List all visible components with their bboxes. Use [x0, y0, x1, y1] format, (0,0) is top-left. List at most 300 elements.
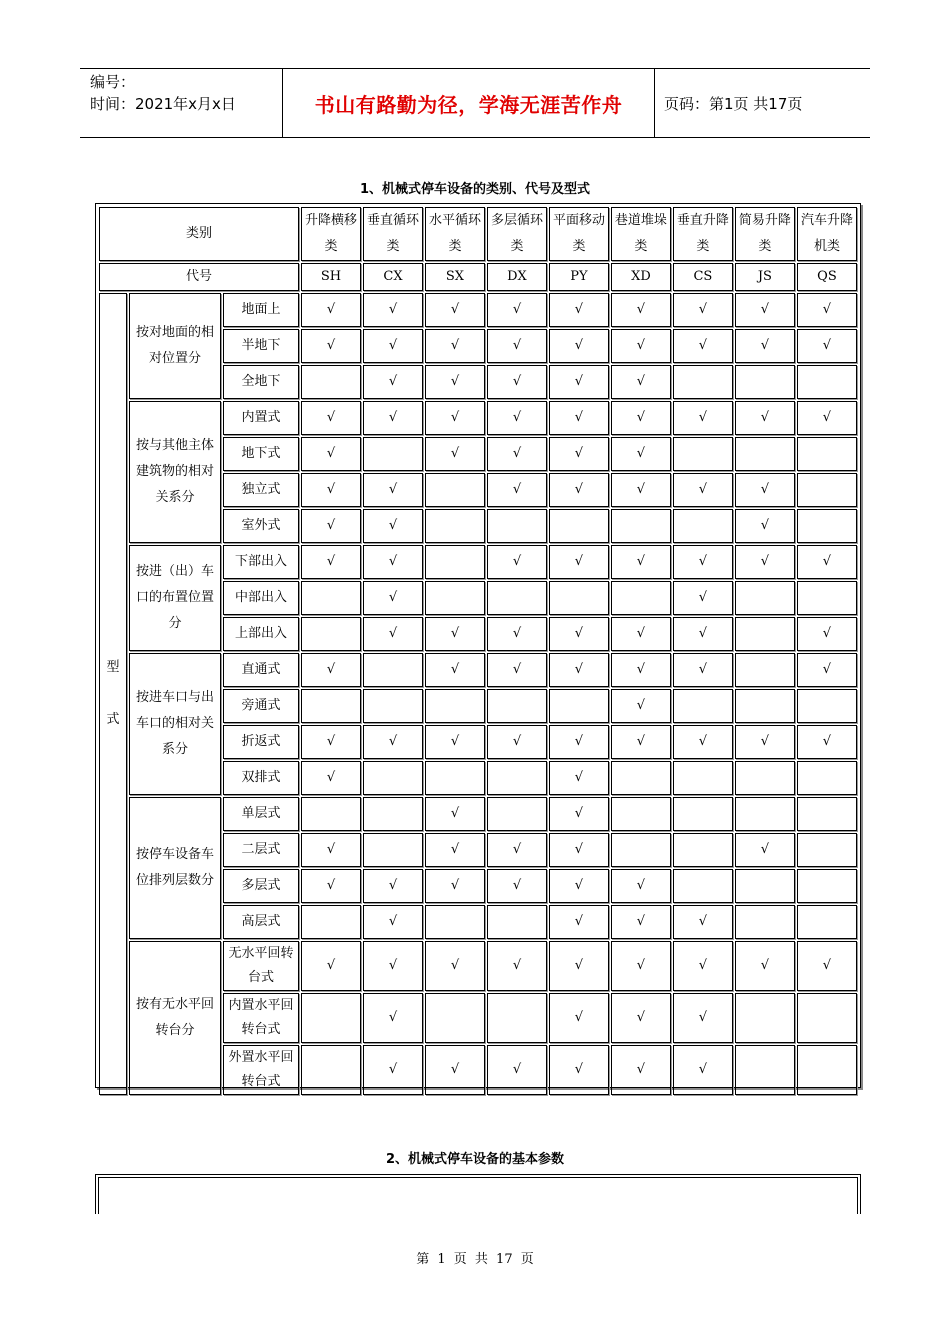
- check-cell: [301, 509, 361, 543]
- check-mark-icon: √: [698, 554, 708, 569]
- check-cell: [611, 509, 671, 543]
- check-cell: [363, 725, 423, 759]
- check-cell: [797, 833, 857, 867]
- check-cell: [673, 993, 733, 1043]
- check-cell: [487, 581, 547, 615]
- group-label: 按与其他主体建筑物的相对关系分: [129, 401, 221, 543]
- check-cell: [735, 993, 795, 1043]
- check-mark-icon: √: [450, 806, 460, 821]
- check-cell: [549, 725, 609, 759]
- row-label: 半地下: [223, 329, 299, 363]
- check-cell: [797, 329, 857, 363]
- check-mark-icon: √: [636, 374, 646, 389]
- check-mark-icon: √: [574, 914, 584, 929]
- check-mark-icon: √: [574, 554, 584, 569]
- check-cell: [301, 329, 361, 363]
- column-code: PY: [549, 263, 609, 291]
- check-mark-icon: √: [574, 662, 584, 677]
- check-cell: [797, 401, 857, 435]
- check-cell: [549, 293, 609, 327]
- check-mark-icon: √: [574, 626, 584, 641]
- row-label: 下部出入: [223, 545, 299, 579]
- check-cell: [735, 401, 795, 435]
- check-cell: [673, 689, 733, 723]
- check-cell: [549, 509, 609, 543]
- check-cell: [797, 797, 857, 831]
- check-cell: [301, 725, 361, 759]
- check-mark-icon: √: [388, 410, 398, 425]
- check-mark-icon: √: [450, 410, 460, 425]
- check-cell: [673, 869, 733, 903]
- check-cell: [301, 617, 361, 651]
- check-mark-icon: √: [574, 482, 584, 497]
- check-cell: [487, 833, 547, 867]
- check-mark-icon: √: [450, 626, 460, 641]
- check-cell: [673, 797, 733, 831]
- column-category-name: 汽车升降机类: [797, 207, 857, 261]
- check-cell: [797, 905, 857, 939]
- check-cell: [673, 293, 733, 327]
- check-cell: [735, 581, 795, 615]
- check-mark-icon: √: [512, 554, 522, 569]
- check-cell: [301, 1045, 361, 1095]
- check-cell: [549, 581, 609, 615]
- check-cell: [363, 689, 423, 723]
- check-cell: [301, 761, 361, 795]
- check-cell: [301, 941, 361, 991]
- check-cell: [735, 293, 795, 327]
- check-mark-icon: √: [512, 958, 522, 973]
- check-mark-icon: √: [574, 302, 584, 317]
- check-mark-icon: √: [636, 554, 646, 569]
- row-label: 高层式: [223, 905, 299, 939]
- check-cell: [363, 1045, 423, 1095]
- check-cell: [797, 545, 857, 579]
- row-label: 全地下: [223, 365, 299, 399]
- check-mark-icon: √: [698, 662, 708, 677]
- check-cell: [301, 797, 361, 831]
- row-label: 双排式: [223, 761, 299, 795]
- check-mark-icon: √: [574, 806, 584, 821]
- check-cell: [363, 545, 423, 579]
- check-cell: [549, 993, 609, 1043]
- check-cell: [487, 689, 547, 723]
- row-label: 无水平回转台式: [223, 941, 299, 991]
- check-cell: [611, 329, 671, 363]
- check-cell: [363, 869, 423, 903]
- check-cell: [549, 401, 609, 435]
- check-cell: [673, 437, 733, 471]
- check-cell: [611, 869, 671, 903]
- check-cell: [301, 905, 361, 939]
- check-cell: [487, 869, 547, 903]
- check-cell: [425, 293, 485, 327]
- check-cell: [425, 689, 485, 723]
- check-cell: [673, 833, 733, 867]
- check-cell: [549, 797, 609, 831]
- header-row-category: [99, 207, 857, 261]
- check-cell: [487, 473, 547, 507]
- check-cell: [797, 1045, 857, 1095]
- check-cell: [487, 725, 547, 759]
- row-label: 上部出入: [223, 617, 299, 651]
- check-mark-icon: √: [636, 338, 646, 353]
- row-label: 内置水平回转台式: [223, 993, 299, 1043]
- check-mark-icon: √: [636, 482, 646, 497]
- column-code: SX: [425, 263, 485, 291]
- check-cell: [735, 833, 795, 867]
- check-cell: [425, 617, 485, 651]
- check-mark-icon: √: [760, 734, 770, 749]
- check-mark-icon: √: [822, 302, 832, 317]
- check-cell: [611, 833, 671, 867]
- check-cell: [735, 941, 795, 991]
- row-label: 内置式: [223, 401, 299, 435]
- check-cell: [797, 941, 857, 991]
- check-cell: [425, 473, 485, 507]
- check-mark-icon: √: [388, 374, 398, 389]
- check-mark-icon: √: [574, 1010, 584, 1025]
- check-mark-icon: √: [512, 302, 522, 317]
- check-mark-icon: √: [512, 374, 522, 389]
- check-cell: [549, 941, 609, 991]
- check-cell: [549, 689, 609, 723]
- check-cell: [797, 869, 857, 903]
- check-cell: [487, 401, 547, 435]
- check-cell: [487, 653, 547, 687]
- check-mark-icon: √: [636, 662, 646, 677]
- check-cell: [735, 473, 795, 507]
- type-label: [99, 293, 127, 1095]
- check-mark-icon: √: [574, 842, 584, 857]
- check-cell: [673, 653, 733, 687]
- page-header: [80, 68, 870, 138]
- check-cell: [549, 653, 609, 687]
- row-label: 直通式: [223, 653, 299, 687]
- check-mark-icon: √: [574, 878, 584, 893]
- row-label: 中部出入: [223, 581, 299, 615]
- check-cell: [549, 833, 609, 867]
- check-cell: [487, 905, 547, 939]
- check-cell: [549, 1045, 609, 1095]
- check-cell: [363, 905, 423, 939]
- check-mark-icon: √: [636, 1010, 646, 1025]
- column-category-name: 巷道堆垛类: [611, 207, 671, 261]
- category-grid: [97, 205, 859, 1097]
- check-mark-icon: √: [760, 554, 770, 569]
- check-cell: [487, 365, 547, 399]
- check-cell: [363, 329, 423, 363]
- check-mark-icon: √: [512, 1062, 522, 1077]
- check-cell: [673, 545, 733, 579]
- check-cell: [487, 797, 547, 831]
- row-label: 地面上: [223, 293, 299, 327]
- check-mark-icon: √: [388, 590, 398, 605]
- check-cell: [425, 581, 485, 615]
- check-mark-icon: √: [698, 626, 708, 641]
- check-mark-icon: √: [760, 482, 770, 497]
- column-category-name: 简易升降类: [735, 207, 795, 261]
- check-cell: [301, 993, 361, 1043]
- parameter-table-inner: [98, 1177, 858, 1214]
- check-mark-icon: √: [512, 662, 522, 677]
- check-cell: [549, 329, 609, 363]
- check-cell: [487, 329, 547, 363]
- check-cell: [363, 833, 423, 867]
- check-mark-icon: √: [698, 302, 708, 317]
- check-cell: [363, 653, 423, 687]
- check-mark-icon: √: [822, 958, 832, 973]
- check-cell: [301, 401, 361, 435]
- check-mark-icon: √: [822, 338, 832, 353]
- serial-label: 编号：: [90, 73, 136, 91]
- check-cell: [797, 473, 857, 507]
- check-mark-icon: √: [698, 958, 708, 973]
- check-mark-icon: √: [512, 482, 522, 497]
- check-mark-icon: √: [574, 734, 584, 749]
- group-label: 按进（出）车口的布置位置分: [129, 545, 221, 651]
- table-row: [99, 293, 857, 327]
- check-mark-icon: √: [388, 302, 398, 317]
- check-mark-icon: √: [574, 1062, 584, 1077]
- check-cell: [673, 1045, 733, 1095]
- check-cell: [611, 365, 671, 399]
- row-label: 外置水平回转台式: [223, 1045, 299, 1095]
- column-category-name: 垂直升降类: [673, 207, 733, 261]
- check-mark-icon: √: [450, 1062, 460, 1077]
- check-cell: [363, 437, 423, 471]
- check-cell: [735, 797, 795, 831]
- check-cell: [611, 1045, 671, 1095]
- check-cell: [735, 869, 795, 903]
- check-mark-icon: √: [760, 958, 770, 973]
- check-mark-icon: √: [326, 482, 336, 497]
- check-mark-icon: √: [760, 518, 770, 533]
- date-label: 时间：2021年x月x日: [90, 95, 236, 113]
- check-cell: [735, 437, 795, 471]
- header-divider: [654, 69, 655, 137]
- header-page-number: 页码：第1页 共17页: [664, 94, 803, 113]
- check-mark-icon: √: [450, 662, 460, 677]
- check-mark-icon: √: [698, 734, 708, 749]
- check-mark-icon: √: [326, 554, 336, 569]
- column-category-name: 水平循环类: [425, 207, 485, 261]
- check-cell: [673, 761, 733, 795]
- table-row: [99, 797, 857, 831]
- column-category-name: 垂直循环类: [363, 207, 423, 261]
- check-mark-icon: √: [822, 662, 832, 677]
- check-mark-icon: √: [574, 338, 584, 353]
- check-cell: [611, 581, 671, 615]
- check-cell: [797, 509, 857, 543]
- row-label: 地下式: [223, 437, 299, 471]
- check-cell: [363, 993, 423, 1043]
- row-label: 旁通式: [223, 689, 299, 723]
- check-cell: [735, 653, 795, 687]
- check-mark-icon: √: [388, 1062, 398, 1077]
- check-cell: [735, 617, 795, 651]
- check-cell: [425, 941, 485, 991]
- check-mark-icon: √: [326, 338, 336, 353]
- check-mark-icon: √: [326, 734, 336, 749]
- check-cell: [549, 761, 609, 795]
- column-category-name: 升降横移类: [301, 207, 361, 261]
- check-cell: [549, 905, 609, 939]
- check-mark-icon: √: [636, 698, 646, 713]
- check-mark-icon: √: [574, 446, 584, 461]
- check-mark-icon: √: [388, 958, 398, 973]
- check-mark-icon: √: [760, 302, 770, 317]
- group-label: 按进车口与出车口的相对关系分: [129, 653, 221, 795]
- check-cell: [487, 293, 547, 327]
- check-mark-icon: √: [326, 878, 336, 893]
- check-mark-icon: √: [636, 410, 646, 425]
- check-cell: [425, 869, 485, 903]
- check-mark-icon: √: [450, 734, 460, 749]
- check-cell: [301, 653, 361, 687]
- check-cell: [363, 617, 423, 651]
- check-cell: [735, 761, 795, 795]
- check-cell: [301, 545, 361, 579]
- check-mark-icon: √: [760, 410, 770, 425]
- section-2-title: 2、机械式停车设备的基本参数: [385, 1152, 565, 1167]
- group-label: 按对地面的相对位置分: [129, 293, 221, 399]
- check-cell: [301, 689, 361, 723]
- table-row: [99, 941, 857, 991]
- check-cell: [611, 653, 671, 687]
- check-cell: [487, 993, 547, 1043]
- check-cell: [673, 617, 733, 651]
- check-cell: [301, 365, 361, 399]
- check-cell: [363, 293, 423, 327]
- check-mark-icon: √: [450, 842, 460, 857]
- check-cell: [301, 581, 361, 615]
- check-mark-icon: √: [822, 410, 832, 425]
- check-cell: [735, 365, 795, 399]
- check-cell: [301, 869, 361, 903]
- check-cell: [673, 941, 733, 991]
- check-mark-icon: √: [636, 446, 646, 461]
- check-cell: [363, 365, 423, 399]
- check-cell: [673, 329, 733, 363]
- table-row: [99, 401, 857, 435]
- category-label: 类别: [99, 207, 299, 261]
- column-category-name: 平面移动类: [549, 207, 609, 261]
- check-cell: [797, 761, 857, 795]
- group-label: 按停车设备车位排列层数分: [129, 797, 221, 939]
- code-label: 代号: [99, 263, 299, 291]
- category-table: [95, 203, 861, 1088]
- check-mark-icon: √: [450, 302, 460, 317]
- check-cell: [425, 1045, 485, 1095]
- check-mark-icon: √: [636, 878, 646, 893]
- column-code: CS: [673, 263, 733, 291]
- check-mark-icon: √: [326, 958, 336, 973]
- check-cell: [611, 473, 671, 507]
- check-mark-icon: √: [822, 626, 832, 641]
- group-label: 按有无水平回转台分: [129, 941, 221, 1095]
- check-cell: [673, 905, 733, 939]
- check-mark-icon: √: [388, 878, 398, 893]
- check-cell: [549, 545, 609, 579]
- check-mark-icon: √: [388, 626, 398, 641]
- check-cell: [363, 941, 423, 991]
- check-mark-icon: √: [326, 410, 336, 425]
- check-mark-icon: √: [388, 734, 398, 749]
- check-cell: [611, 941, 671, 991]
- table-row: [99, 653, 857, 687]
- check-mark-icon: √: [636, 914, 646, 929]
- check-cell: [425, 797, 485, 831]
- page-footer: 第 1 页 共 17 页: [416, 1252, 534, 1267]
- check-mark-icon: √: [698, 914, 708, 929]
- check-cell: [549, 473, 609, 507]
- check-cell: [425, 437, 485, 471]
- check-cell: [487, 761, 547, 795]
- parameter-table: [95, 1174, 861, 1214]
- column-code: JS: [735, 263, 795, 291]
- check-mark-icon: √: [698, 482, 708, 497]
- check-cell: [611, 437, 671, 471]
- check-cell: [673, 725, 733, 759]
- check-cell: [487, 941, 547, 991]
- check-mark-icon: √: [388, 338, 398, 353]
- check-cell: [487, 545, 547, 579]
- check-mark-icon: √: [326, 770, 336, 785]
- check-mark-icon: √: [388, 1010, 398, 1025]
- row-label: 折返式: [223, 725, 299, 759]
- check-cell: [301, 473, 361, 507]
- check-mark-icon: √: [388, 518, 398, 533]
- column-code: SH: [301, 263, 361, 291]
- check-mark-icon: √: [512, 842, 522, 857]
- check-cell: [797, 617, 857, 651]
- check-cell: [611, 797, 671, 831]
- check-mark-icon: √: [698, 1010, 708, 1025]
- check-mark-icon: √: [574, 374, 584, 389]
- check-cell: [363, 581, 423, 615]
- row-label: 独立式: [223, 473, 299, 507]
- check-mark-icon: √: [512, 338, 522, 353]
- check-mark-icon: √: [636, 302, 646, 317]
- check-mark-icon: √: [450, 446, 460, 461]
- check-cell: [797, 689, 857, 723]
- check-mark-icon: √: [326, 662, 336, 677]
- check-cell: [735, 329, 795, 363]
- check-cell: [673, 401, 733, 435]
- check-cell: [797, 581, 857, 615]
- check-mark-icon: √: [512, 626, 522, 641]
- check-cell: [735, 905, 795, 939]
- check-mark-icon: √: [822, 554, 832, 569]
- check-mark-icon: √: [512, 734, 522, 749]
- check-mark-icon: √: [388, 482, 398, 497]
- row-label: 二层式: [223, 833, 299, 867]
- check-mark-icon: √: [512, 410, 522, 425]
- check-cell: [425, 761, 485, 795]
- check-cell: [673, 473, 733, 507]
- check-cell: [735, 1045, 795, 1095]
- check-cell: [549, 365, 609, 399]
- check-mark-icon: √: [512, 878, 522, 893]
- check-cell: [611, 689, 671, 723]
- check-mark-icon: √: [574, 410, 584, 425]
- check-cell: [425, 725, 485, 759]
- check-cell: [363, 797, 423, 831]
- row-label: 单层式: [223, 797, 299, 831]
- check-mark-icon: √: [636, 958, 646, 973]
- check-mark-icon: √: [450, 958, 460, 973]
